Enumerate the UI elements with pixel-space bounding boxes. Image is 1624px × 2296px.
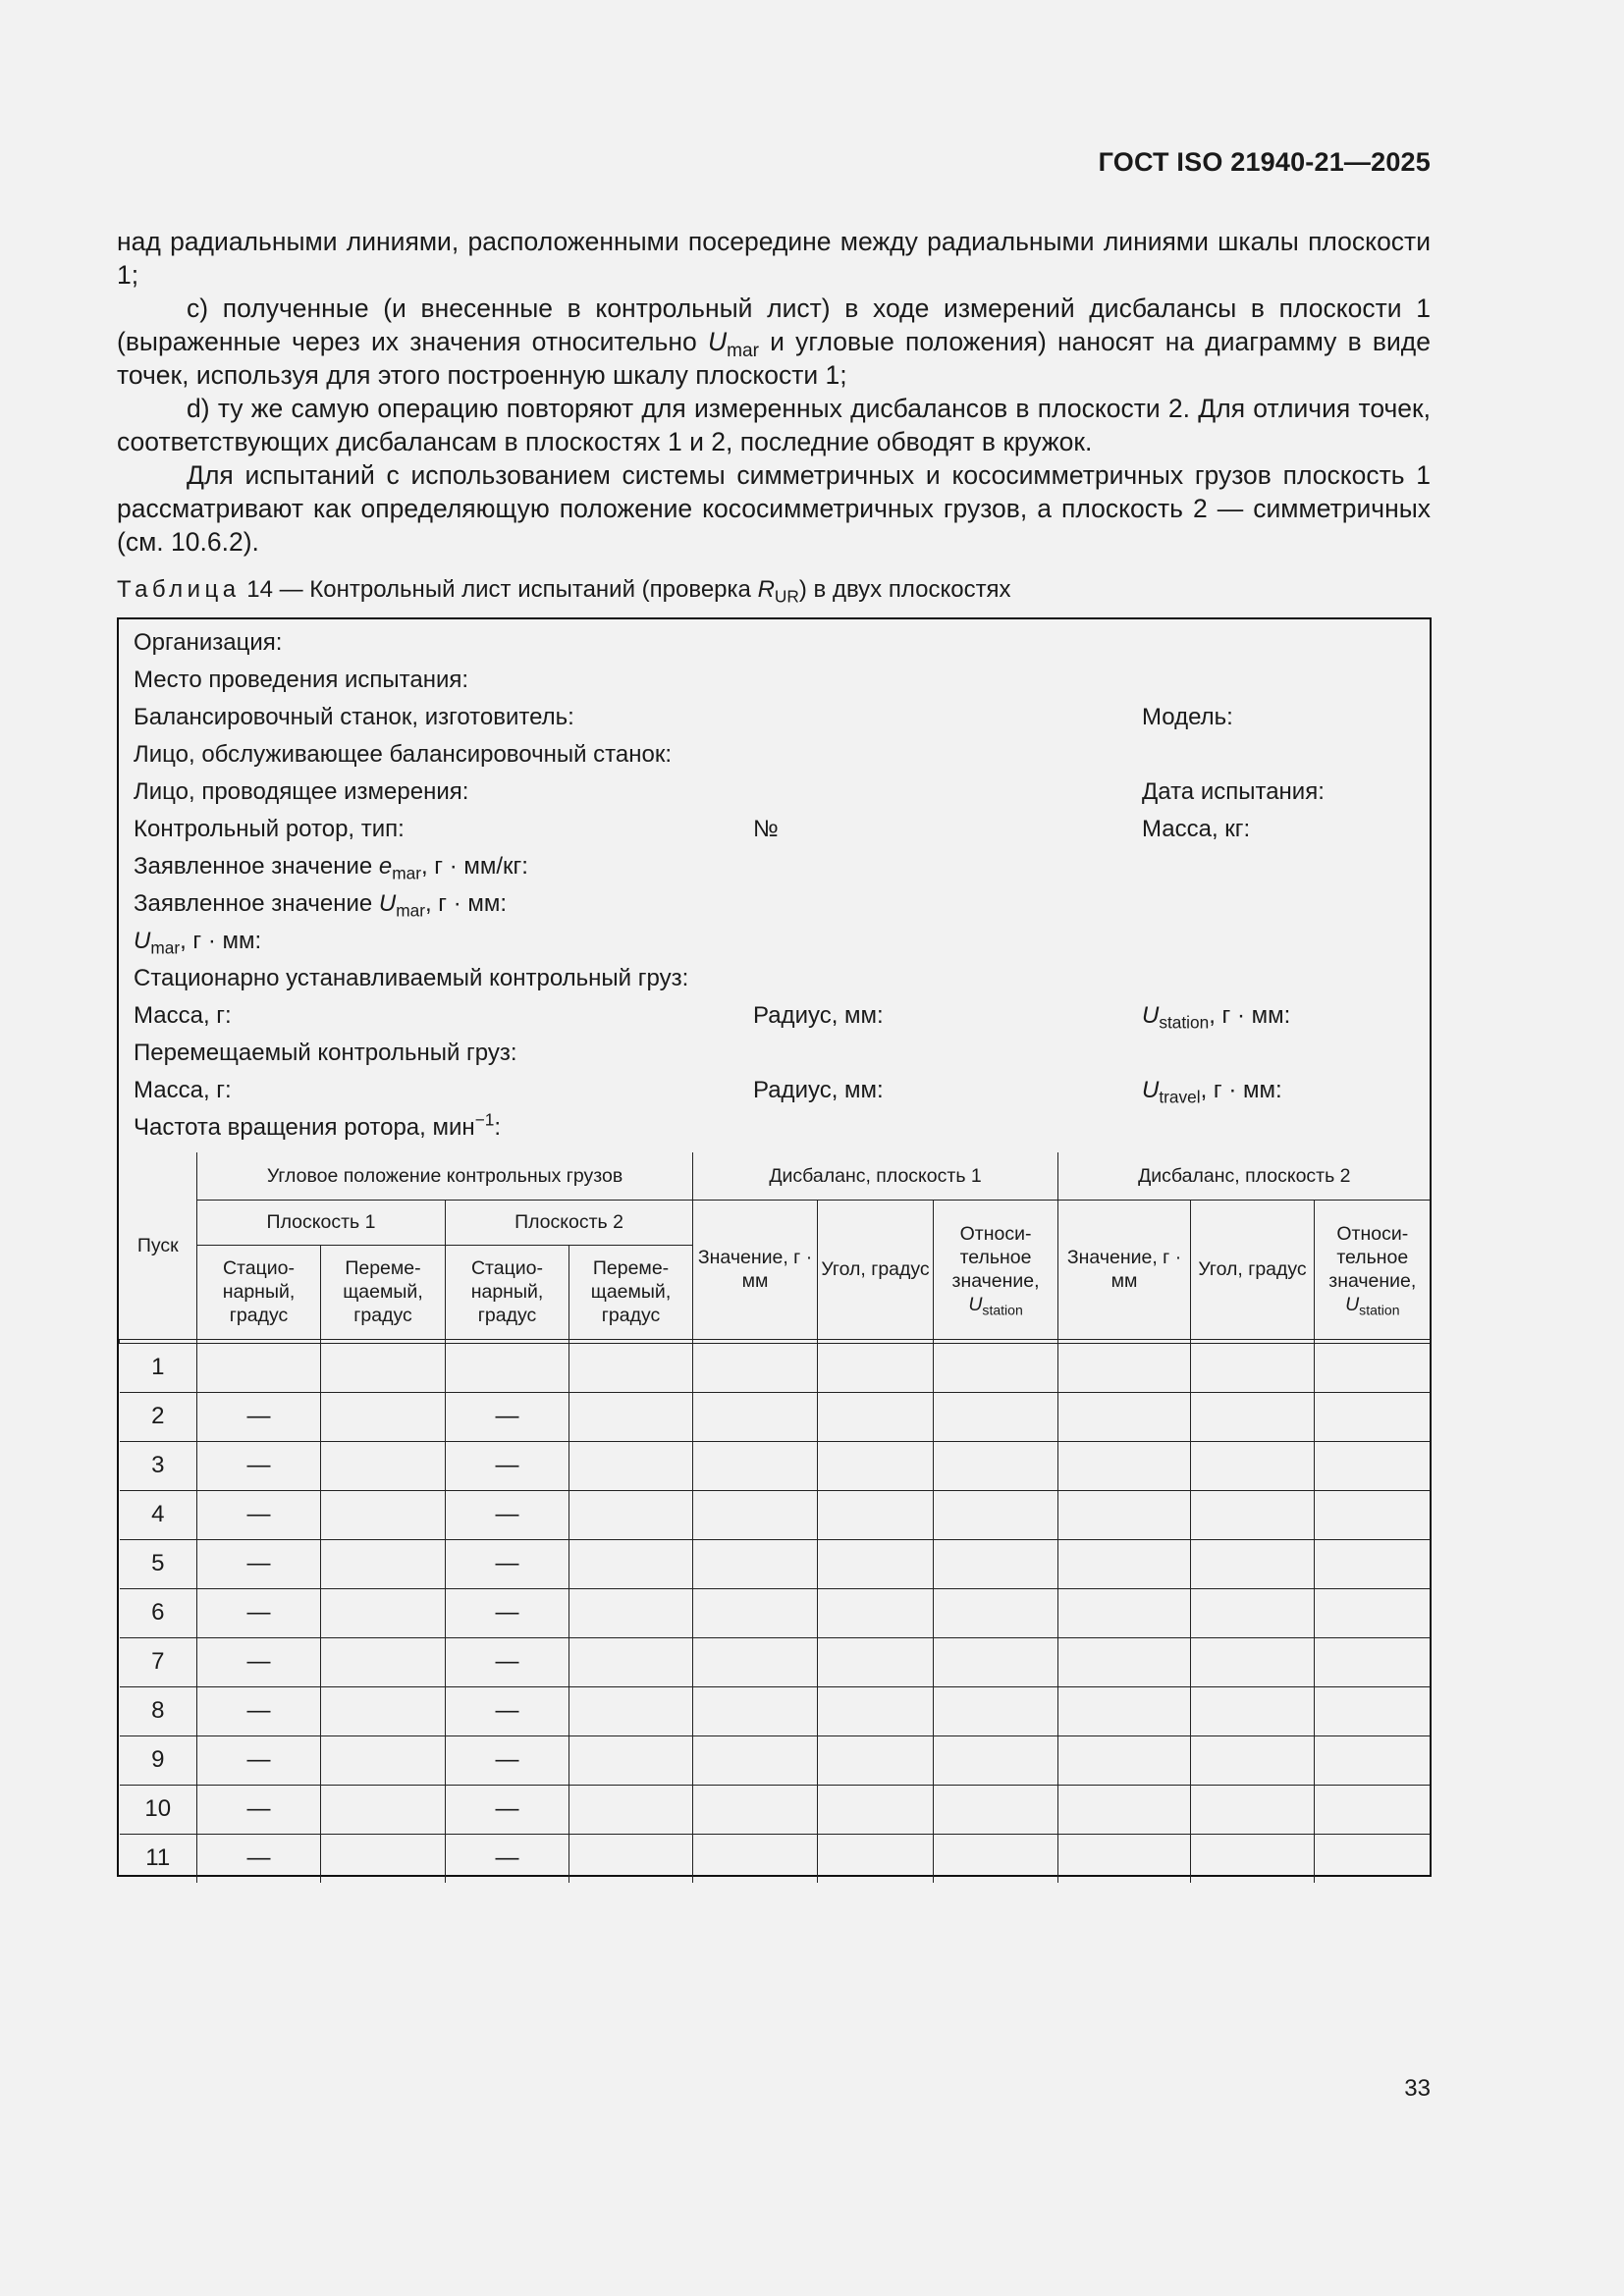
blank-entry-cell [569,1588,693,1637]
blank-entry-cell [818,1343,934,1392]
stationary-plane-1-cell: — [197,1490,321,1539]
stationary-weight-label: Стационарно устанавливаемый контрольный груз: [134,965,689,991]
blank-entry-cell [693,1539,818,1588]
blank-entry-cell [1058,1637,1191,1686]
table-row [120,1392,1431,1441]
blank-entry-cell [818,1785,934,1834]
ustation-label: $U_{station}$, г · мм: [1142,1002,1291,1033]
blank-entry-cell [1191,1490,1315,1539]
blank-entry-cell [693,1343,818,1392]
header-run: Пуск [120,1152,197,1339]
blank-entry-cell [818,1539,934,1588]
blank-entry-cell [693,1686,818,1735]
blank-entry-cell [818,1637,934,1686]
blank-entry-cell [569,1686,693,1735]
table-row [120,1834,1431,1883]
blank-entry-cell [1058,1735,1191,1785]
blank-entry-cell [1315,1588,1431,1637]
blank-entry-cell [934,1834,1058,1883]
blank-entry-cell [693,1637,818,1686]
blank-entry-cell [1058,1392,1191,1441]
run-number-cell: 3 [120,1441,197,1490]
run-number-cell: 2 [120,1392,197,1441]
variable-u: U [707,327,728,356]
run-number-cell: 8 [120,1686,197,1735]
blank-entry-cell [1315,1539,1431,1588]
run-number-cell: 5 [120,1539,197,1588]
header-travelling-plane-2: Переме-щаемый, градус [569,1245,693,1339]
blank-entry-cell [321,1686,446,1735]
paragraph-symmetric-note: Для испытаний с использованием системы симметричных и кососимметричных грузов плоскость 1 рассматривают как определяющую положение кососимметричных грузов, а плоскость 2 — симметричных (см. 10.6.2). [117,460,1431,557]
blank-entry-cell [934,1441,1058,1490]
operator-label: Лицо, обслуживающее балансировочный станок: [134,741,673,768]
blank-entry-cell [693,1834,818,1883]
header-angular-position: Угловое положение контрольных грузов [197,1152,693,1200]
header-travelling-plane-1: Переме-щаемый, градус [321,1245,446,1339]
stationary-plane-1-cell: — [197,1834,321,1883]
header-plane-1: Плоскость 1 [197,1200,446,1245]
declared-emar-label: Заявленное значение $e_{mar}$, г · мм/кг: [134,853,528,883]
blank-entry-cell [1315,1735,1431,1785]
blank-entry-cell [569,1539,693,1588]
header-value-plane-2: Значение, г · мм [1058,1200,1191,1339]
blank-entry-cell [569,1392,693,1441]
stationary-plane-1-cell: — [197,1686,321,1735]
blank-entry-cell [1191,1441,1315,1490]
blank-entry-cell [1058,1588,1191,1637]
document-code: ГОСТ ISO 21940-21—2025 [1098,147,1431,177]
blank-entry-cell [569,1490,693,1539]
paragraph-continuation: над радиальными линиями, расположенными посередине между радиальными линиями шкалы плоскости 1; [117,227,1431,290]
table-row [120,1637,1431,1686]
blank-entry-cell [1191,1834,1315,1883]
stationary-plane-2-cell: — [446,1785,569,1834]
run-number-cell: 11 [120,1834,197,1883]
blank-entry-cell [934,1539,1058,1588]
blank-entry-cell [934,1392,1058,1441]
header-stationary-plane-1: Стацио-нарный, градус [197,1245,321,1339]
blank-entry-cell [1191,1735,1315,1785]
run-number-cell: 10 [120,1785,197,1834]
blank-entry-cell [1191,1539,1315,1588]
table-row [120,1785,1431,1834]
blank-entry-cell [569,1343,693,1392]
stationary-radius-label: Радиус, мм: [753,1002,884,1029]
blank-entry-cell [818,1588,934,1637]
blank-entry-cell [321,1441,446,1490]
blank-entry-cell [1315,1686,1431,1735]
blank-entry-cell [693,1588,818,1637]
test-site-label: Место проведения испытания: [134,667,469,693]
organization-label: Организация: [134,629,283,656]
blank-entry-cell [1315,1343,1431,1392]
table-row [120,1686,1431,1735]
blank-entry-cell [569,1441,693,1490]
blank-entry-cell [1315,1785,1431,1834]
blank-entry-cell [321,1735,446,1785]
blank-entry-cell [1058,1343,1191,1392]
blank-entry-cell [1191,1392,1315,1441]
blank-entry-cell [321,1539,446,1588]
header-relative-plane-1: Относи-тельное значение, $U_{station}$ [934,1200,1058,1339]
run-number-cell: 6 [120,1588,197,1637]
stationary-plane-2-cell [446,1343,569,1392]
header-angle-plane-2: Угол, градус [1191,1200,1315,1339]
rotor-mass-label: Масса, кг: [1142,816,1251,842]
blank-entry-cell [934,1637,1058,1686]
stationary-plane-1-cell: — [197,1441,321,1490]
blank-entry-cell [1315,1834,1431,1883]
blank-entry-cell [818,1441,934,1490]
stationary-plane-2-cell: — [446,1441,569,1490]
header-unbalance-plane-1: Дисбаланс, плоскость 1 [693,1152,1058,1200]
stationary-mass-label: Масса, г: [134,1002,232,1029]
blank-entry-cell [321,1490,446,1539]
blank-entry-cell [818,1686,934,1735]
paragraph-item-c: c) полученные (и внесенные в контрольный лист) в ходе измерений дисбалансы в плоскости 1 (выраженные через их значения относительно $U_{mar}$ и угловые положения) наносят на диаграмму в виде точек, используя для этого построенную шкалу плоскости 1; [117,294,1431,390]
stationary-plane-1-cell: — [197,1785,321,1834]
header-unbalance-plane-2: Дисбаланс, плоскость 2 [1058,1152,1431,1200]
stationary-plane-2-cell: — [446,1834,569,1883]
stationary-plane-2-cell: — [446,1588,569,1637]
stationary-plane-1-cell: — [197,1735,321,1785]
rotor-speed-label: Частота вращения ротора, мин$^{-1}$: [134,1109,502,1141]
blank-entry-cell [1315,1392,1431,1441]
table-row [120,1343,1431,1392]
stationary-plane-2-cell: — [446,1686,569,1735]
blank-entry-cell [321,1637,446,1686]
blank-entry-cell [693,1785,818,1834]
blank-entry-cell [321,1785,446,1834]
stationary-plane-2-cell: — [446,1490,569,1539]
table-row [120,1735,1431,1785]
header-angle-plane-1: Угол, градус [818,1200,934,1339]
utravel-label: $U_{travel}$, г · мм: [1142,1077,1282,1107]
blank-entry-cell [1058,1441,1191,1490]
travelling-mass-label: Масса, г: [134,1077,232,1103]
blank-entry-cell [693,1441,818,1490]
header-relative-plane-2: Относи-тельное значение, $U_{station}$ [1315,1200,1431,1339]
blank-entry-cell [1315,1637,1431,1686]
blank-entry-cell [1058,1834,1191,1883]
paragraph-item-d: d) ту же самую операцию повторяют для измеренных дисбалансов в плоскости 2. Для отличия точек, соответствующих дисбалансам в плоскостях 1 и 2, последние обводят в кружок. [117,394,1431,456]
blank-entry-cell [569,1834,693,1883]
blank-entry-cell [1191,1343,1315,1392]
blank-entry-cell [1058,1490,1191,1539]
umar-label: $U_{mar}$, г · мм: [134,928,262,958]
blank-entry-cell [1191,1785,1315,1834]
run-number-cell: 9 [120,1735,197,1785]
blank-entry-cell [1191,1588,1315,1637]
stationary-plane-1-cell: — [197,1539,321,1588]
stationary-plane-2-cell: — [446,1735,569,1785]
rotor-number-label: № [753,816,779,842]
header-stationary-plane-2: Стацио-нарный, градус [446,1245,569,1339]
model-label: Модель: [1142,704,1233,730]
blank-entry-cell [1058,1785,1191,1834]
blank-entry-cell [934,1343,1058,1392]
blank-entry-cell [321,1834,446,1883]
blank-entry-cell [569,1735,693,1785]
blank-entry-cell [693,1392,818,1441]
test-date-label: Дата испытания: [1142,778,1325,805]
travelling-weight-label: Перемещаемый контрольный груз: [134,1040,517,1066]
blank-entry-cell [693,1735,818,1785]
stationary-plane-1-cell: — [197,1392,321,1441]
stationary-plane-1-cell [197,1343,321,1392]
blank-entry-cell [934,1588,1058,1637]
travelling-radius-label: Радиус, мм: [753,1077,884,1103]
table-caption: Таблица 14 — Контрольный лист испытаний (проверка $R_{UR}$) в двух плоскостях [117,576,1011,607]
blank-entry-cell [1315,1441,1431,1490]
rotor-type-label: Контрольный ротор, тип: [134,816,405,842]
blank-entry-cell [321,1588,446,1637]
body-text [117,225,1431,559]
run-number-cell: 4 [120,1490,197,1539]
run-number-cell: 7 [120,1637,197,1686]
blank-entry-cell [693,1490,818,1539]
header-plane-2: Плоскость 2 [446,1200,693,1245]
measurer-label: Лицо, проводящее измерения: [134,778,469,805]
stationary-plane-1-cell: — [197,1588,321,1637]
page-number: 33 [1404,2075,1431,2102]
blank-entry-cell [818,1490,934,1539]
blank-entry-cell [1058,1686,1191,1735]
blank-entry-cell [818,1834,934,1883]
table-row [120,1539,1431,1588]
blank-entry-cell [569,1637,693,1686]
blank-entry-cell [934,1785,1058,1834]
test-check-sheet [117,617,1432,1877]
runs-table-body [120,1339,1431,1883]
runs-table [119,1152,1431,1883]
run-number-cell: 1 [120,1343,197,1392]
table-row [120,1588,1431,1637]
blank-entry-cell [1315,1490,1431,1539]
blank-entry-cell [1058,1539,1191,1588]
blank-entry-cell [321,1343,446,1392]
stationary-plane-1-cell: — [197,1637,321,1686]
blank-entry-cell [818,1392,934,1441]
machine-maker-label: Балансировочный станок, изготовитель: [134,704,574,730]
blank-entry-cell [321,1392,446,1441]
blank-entry-cell [934,1490,1058,1539]
table-row [120,1441,1431,1490]
table-row [120,1490,1431,1539]
stationary-plane-2-cell: — [446,1539,569,1588]
blank-entry-cell [1191,1637,1315,1686]
header-value-plane-1: Значение, г · мм [693,1200,818,1339]
blank-entry-cell [569,1785,693,1834]
blank-entry-cell [934,1735,1058,1785]
blank-entry-cell [934,1686,1058,1735]
declared-umar-label: Заявленное значение $U_{mar}$, г · мм: [134,890,508,921]
stationary-plane-2-cell: — [446,1637,569,1686]
blank-entry-cell [1191,1686,1315,1735]
stationary-plane-2-cell: — [446,1392,569,1441]
blank-entry-cell [818,1735,934,1785]
